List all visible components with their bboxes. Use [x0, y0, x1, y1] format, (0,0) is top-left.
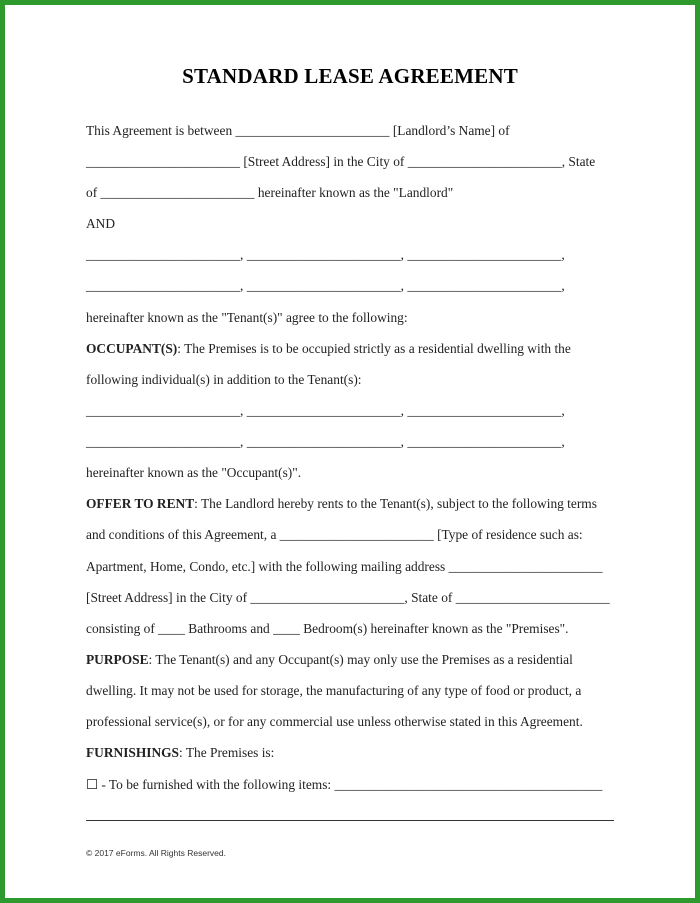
occupants-heading: OCCUPANT(S): [86, 341, 178, 356]
purpose-paragraph-line: [86, 652, 573, 668]
purpose-heading: PURPOSE: [86, 652, 149, 667]
copyright-footer: © 2017 eForms. All Rights Reserved.: [86, 848, 226, 858]
tenant-names-line-1: _______________________, _______________________, _______________________,: [86, 247, 565, 262]
occupant-names-line-1: _______________________, _______________________, _______________________,: [86, 403, 565, 418]
and-label: AND: [86, 216, 116, 231]
page-title: STANDARD LEASE AGREEMENT: [182, 64, 518, 88]
occupants-text: : The Premises is to be occupied strictly as a residential dwelling with the: [177, 341, 571, 356]
furnishings-paragraph-line: [86, 745, 274, 761]
occupants-individuals-line: following individual(s) in addition to the Tenant(s):: [86, 372, 362, 387]
blank-fill-line: [86, 820, 614, 821]
purpose-commercial-line: professional service(s), or for any commercial use unless otherwise stated in this Agreement.: [86, 714, 583, 729]
tenant-names-line-2: _______________________, _______________________, _______________________,: [86, 278, 565, 293]
landlord-address-line: _______________________ [Street Address] in the City of _______________________, State: [86, 154, 596, 169]
agreement-parties-line: This Agreement is between _______________________ [Landlord’s Name] of: [86, 123, 510, 138]
offer-to-rent-text: : The Landlord hereby rents to the Tenant(s), subject to the following terms: [194, 496, 597, 511]
rooms-line: consisting of ____ Bathrooms and ____ Bedroom(s) hereinafter known as the "Premises".: [86, 621, 569, 636]
occupant-known-as-line: hereinafter known as the "Occupant(s)".: [86, 465, 302, 480]
furnished-checkbox-line[interactable]: ☐ - To be furnished with the following items: ________________________________________: [86, 777, 603, 792]
premises-city-state-line: [Street Address] in the City of _______________________, State of _______________________: [86, 590, 610, 605]
tenant-known-as-line: hereinafter known as the "Tenant(s)" agree to the following:: [86, 310, 408, 325]
residence-type-line: and conditions of this Agreement, a _______________________ [Type of residence such as:: [86, 527, 583, 542]
occupants-paragraph-line: [86, 341, 571, 357]
purpose-restrictions-line: dwelling. It may not be used for storage, the manufacturing of any type of food or product, a: [86, 683, 582, 698]
offer-to-rent-paragraph-line: [86, 496, 597, 512]
occupant-names-line-2: _______________________, _______________________, _______________________,: [86, 434, 565, 449]
furnishings-text: : The Premises is:: [179, 745, 275, 760]
landlord-state-line: of _______________________ hereinafter known as the "Landlord": [86, 185, 454, 200]
document-page: [5, 5, 695, 898]
mailing-address-line: Apartment, Home, Condo, etc.] with the following mailing address _______________________: [86, 559, 603, 574]
purpose-text: : The Tenant(s) and any Occupant(s) may only use the Premises as a residential: [148, 652, 573, 667]
furnishings-heading: FURNISHINGS: [86, 745, 180, 760]
offer-to-rent-heading: OFFER TO RENT: [86, 496, 195, 511]
